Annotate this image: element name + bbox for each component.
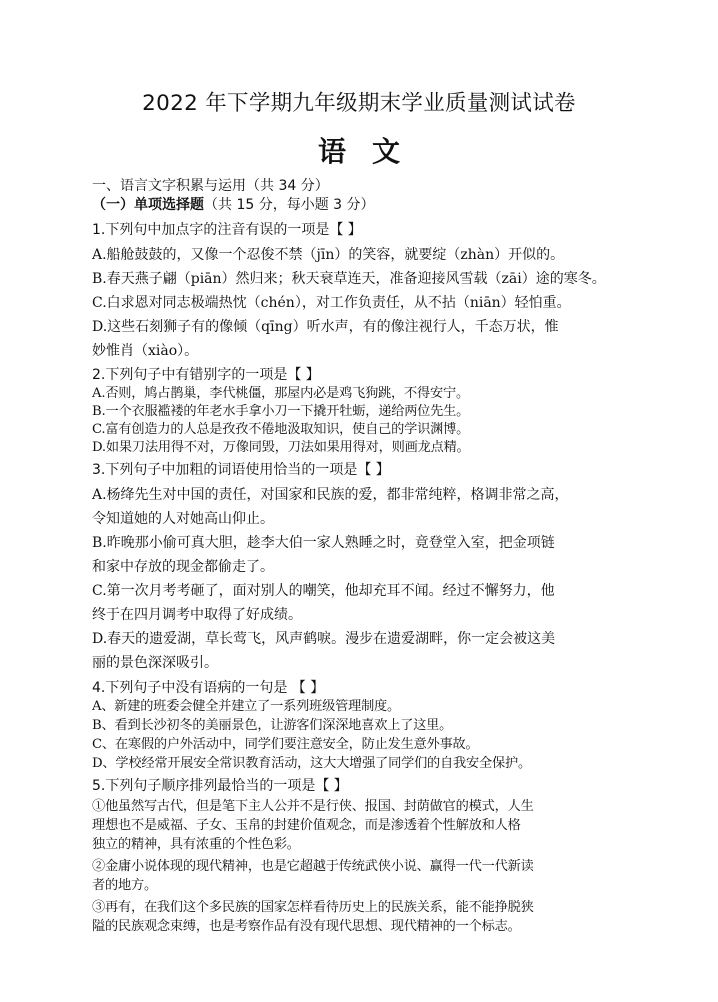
subsection-heading-bold: （一）单项选择题 [92,197,204,213]
exam-title: 2022 年下学期九年级期末学业质量测试试卷 [142,91,576,116]
question-4-stem: 4.下列句子中没有语病的一句是 【 】 [92,680,325,696]
subsection-heading [92,196,375,214]
question-2-option-d: D.如果刀法用得不对，万像同毁，刀法如果用得对，则画龙点精。 [92,440,470,455]
question-1-option-c: C.白求恩对同志极端热忱（chén），对工作负责任，从不拈（niān）轻怕重。 [92,295,571,311]
question-3-stem: 3.下列句子中加粗的词语使用恰当的一项是【 】 [92,462,390,478]
question-1-stem: 1.下列句中加点字的注音有误的一项是【 】 [92,222,362,238]
question-1-option-b: B.春天燕子翩（piān）然归来；秋天衰草连天，准备迎接风雪载（zāi）途的寒冬。 [92,271,606,287]
question-3-option-b: B.昨晚那小偷可真大胆，趁李大伯一家人熟睡之时，竟登堂入室，把金项链 [92,535,555,551]
question-3-option-c-cont: 终于在四月调考中取得了好成绩。 [92,607,302,623]
question-4-option-d: D、学校经常开展安全常识教育活动，这大大增强了同学们的自我安全保护。 [92,756,531,771]
question-3-option-a-cont: 令知道她的人对她高山仰止。 [92,511,274,527]
question-3-option-b-cont: 和家中存放的现金都偷走了。 [92,559,274,575]
question-4-option-a: A、新建的班委会健全并建立了一系列班级管理制度。 [92,699,401,714]
question-5-line-2: 理想也不是威福、子女、玉帛的封建价值观念，而是渗透着个性解放和人格 [92,818,521,833]
question-5-line-1: ①他虽然写古代，但是笔下主人公并不是行侠、报国、封荫做官的模式，人生 [92,799,534,814]
question-3-option-a: A.杨绛先生对中国的责任，对国家和民族的爱，都非常纯粹，格调非常之高， [92,487,569,503]
question-3-option-d-cont: 丽的景色深深吸引。 [92,655,218,671]
question-2-option-a: A.否则，鸠占鹊巢，李代桃僵，那屋内必是鸡飞狗跳，不得安宁。 [92,386,469,401]
subject-title: 语文 [317,135,426,168]
question-1-option-d-cont: 妙惟肖（xiào）。 [92,343,199,359]
subsection-heading-rest: （共 15 分，每小题 3 分） [204,197,375,213]
question-2-option-b: B.一个衣服褴褛的年老水手拿小刀一下撬开牡蛎，递给两位先生。 [92,404,470,419]
section-heading: 一、语言文字积累与运用（共 34 分） [92,178,329,194]
question-5-line-6: ③再有，在我们这个多民族的国家怎样看待历史上的民族关系，能不能挣脱狭 [92,900,534,915]
question-5-line-7: 隘的民族观念束缚，也是考察作品有没有现代思想、现代精神的一个标志。 [92,919,521,934]
question-4-option-c: C、在寒假的户外活动中，同学们要注意安全，防止发生意外事故。 [92,737,479,752]
question-3-option-c: C.第一次月考考砸了，面对别人的嘲笑，他却充耳不闻。经过不懈努力，他 [92,583,555,599]
question-5-line-4: ②金庸小说体现的现代精神，也是它超越于传统武侠小说、赢得一代一代新读 [92,859,534,874]
question-5-stem: 5.下列句子顺序排列最恰当的一项是【 】 [92,778,348,794]
question-3-option-d: D.春天的遗爱湖，草长莺飞，风声鹤唳。漫步在遗爱湖畔，你一定会被这美 [92,631,556,647]
question-5-line-3: 独立的精神，具有浓重的个性色彩。 [92,837,300,852]
question-1-option-d: D.这些石刻狮子有的像倾（qīng）听水声，有的像注视行人，千态万状，惟 [92,319,559,335]
question-4-option-b: B、看到长沙初冬的美丽景色，让游客们深深地喜欢上了这里。 [92,718,453,733]
question-5-line-5: 者的地方。 [92,878,157,893]
question-2-stem: 2.下列句子中有错别字的一项是【 】 [92,367,320,383]
question-2-option-c: C.富有创造力的人总是孜孜不倦地汲取知识，使自己的学识渊博。 [92,422,470,437]
question-1-option-a: A.船舱鼓鼓的，又像一个忍俊不禁（jīn）的笑容，就要绽（zhàn）开似的。 [92,247,565,263]
